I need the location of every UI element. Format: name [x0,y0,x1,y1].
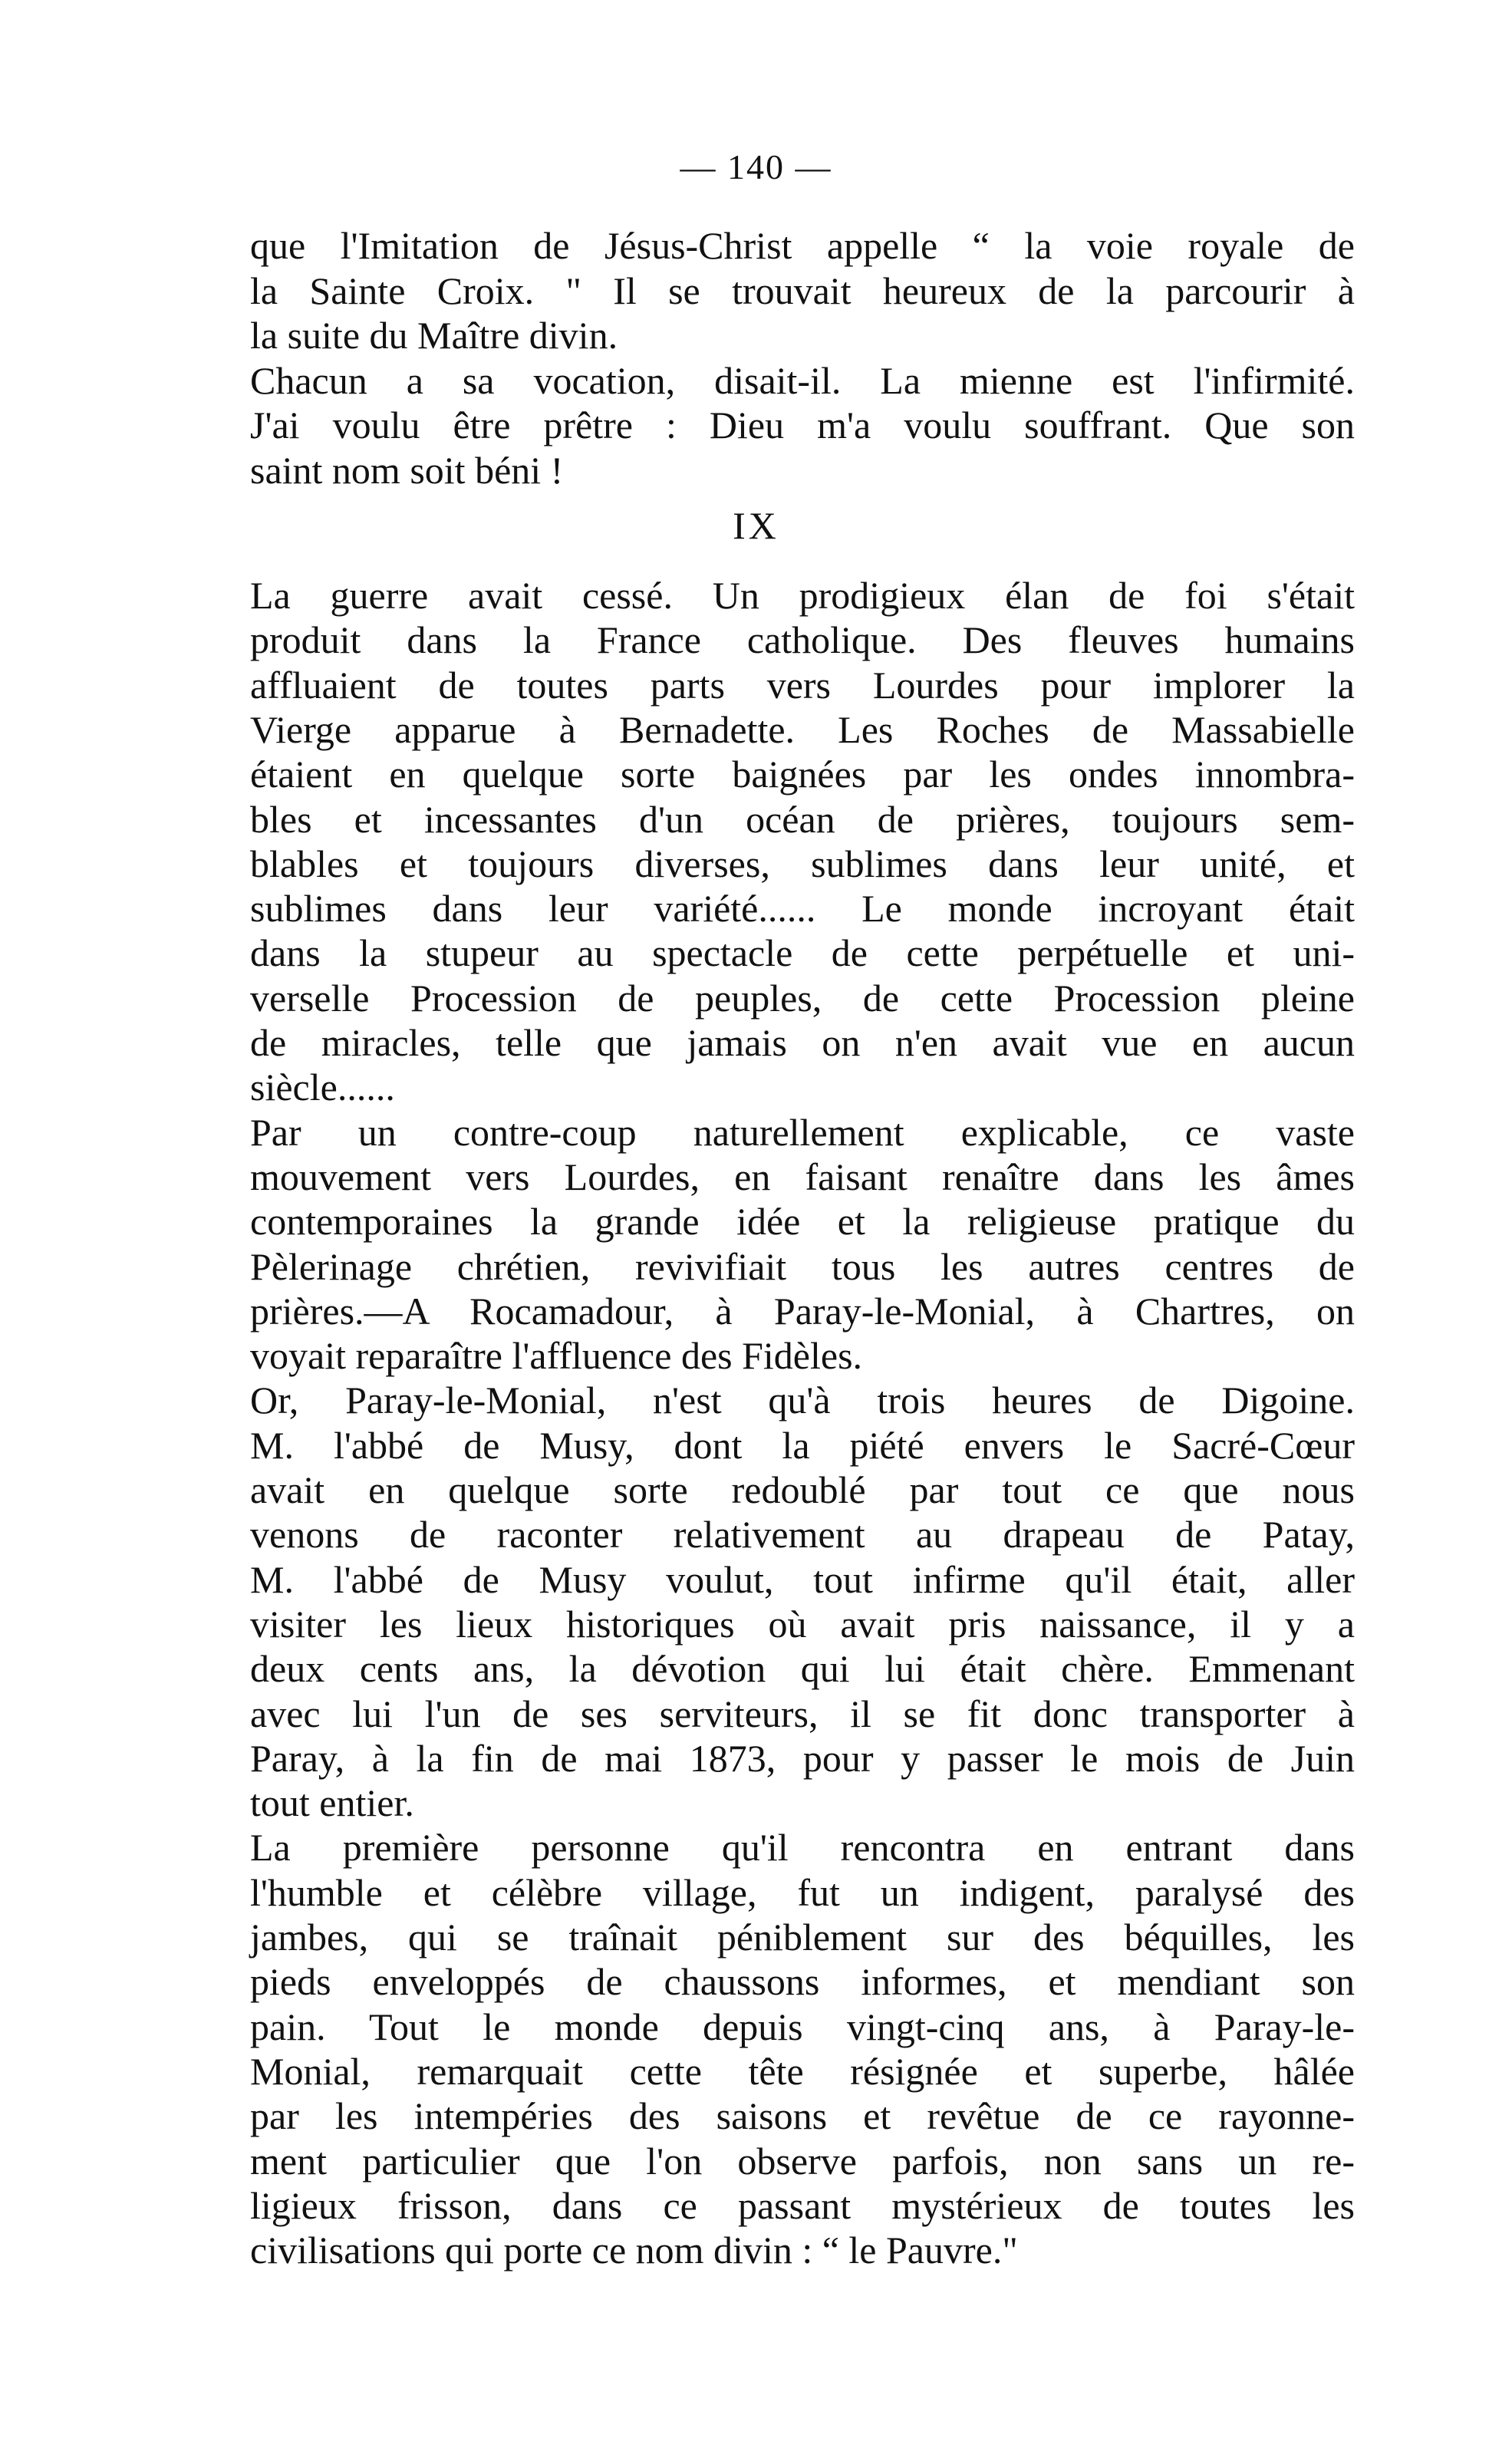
text-line: verselle Procession de peuples, de cette Procession pleine [250,976,1355,1020]
text-line: siècle...... [250,1066,395,1109]
text-line: saint nom soit béni ! [250,448,564,492]
text-line: prières.—A Rocamadour, à Paray-le-Monial, à Chartres, on [250,1289,1355,1333]
text-line: Monial, remarquait cette tête résignée et superbe, hâlée [250,2049,1355,2093]
text-line: Or, Paray-le-Monial, n'est qu'à trois heures de Digoine. [250,1379,1355,1422]
text-line: Vierge apparue à Bernadette. Les Roches de Massabielle [250,707,1355,751]
text-line: Paray, à la fin de mai 1873, pour y passer le mois de Juin [250,1736,1355,1780]
text-line: venons de raconter relativement au drapeau de Patay, [250,1513,1355,1557]
text-line: deux cents ans, la dévotion qui lui était chère. Emmenant [250,1647,1355,1691]
text-line: ligieux frisson, dans ce passant mystérieux de toutes les [250,2183,1355,2227]
text-line: pieds enveloppés de chaussons informes, et mendiant son [250,1960,1355,2004]
text-line: avait en quelque sorte redoublé par tout ce que nous [250,1468,1355,1511]
text-line: contemporaines la grande idée et la religieuse pratique du [250,1200,1355,1244]
text-line: jambes, qui se traînait péniblement sur des béquilles, les [250,1916,1355,1959]
text-line: avec lui l'un de ses serviteurs, il se fit donc transporter à [250,1692,1355,1735]
text-line: la suite du Maître divin. [250,314,618,357]
text-line: pain. Tout le monde depuis vingt-cinq ans, à Paray-le- [250,2005,1355,2048]
text-line: M. l'abbé de Musy voulut, tout infirme qu'il était, aller [250,1557,1355,1601]
text-line: mouvement vers Lourdes, en faisant renaître dans les âmes [250,1155,1355,1198]
text-line: la Sainte Croix. " Il se trouvait heureux de la parcourir à [250,269,1355,312]
text-line: Par un contre-coup naturellement explicable, ce vaste [250,1110,1355,1154]
text-line: civilisations qui porte ce nom divin : “ le Pauvre." [250,2229,1018,2272]
text-line: La première personne qu'il rencontra en entrant dans [250,1826,1355,1870]
text-line: étaient en quelque sorte baignées par les ondes innombra- [250,753,1355,796]
text-line: La guerre avait cessé. Un prodigieux élan de foi s'était [250,574,1355,617]
text-line: par les intempéries des saisons et revêtue de ce rayonne- [250,2094,1355,2138]
text-line: produit dans la France catholique. Des fleuves humains [250,618,1355,662]
text-line: voyait reparaître l'affluence des Fidèles. [250,1334,863,1378]
text-line: tout entier. [250,1781,414,1825]
text-line: bles et incessantes d'un océan de prières, toujours sem- [250,797,1355,841]
text-line: visiter les lieux historiques où avait pris naissance, il y a [250,1602,1355,1646]
text-line: Chacun a sa vocation, disait-il. La mienne est l'infirmité. [250,358,1355,402]
text-line: affluaient de toutes parts vers Lourdes pour implorer la [250,663,1355,707]
text-line: sublimes dans leur variété...... Le monde incroyant était [250,887,1355,931]
text-line: blables et toujours diverses, sublimes dans leur unité, et [250,842,1355,885]
text-line: M. l'abbé de Musy, dont la piété envers le Sacré-Cœur [250,1423,1355,1467]
text-line: dans la stupeur au spectacle de cette perpétuelle et uni- [250,931,1355,975]
section-heading: IX [733,504,779,547]
text-line: J'ai voulu être prêtre : Dieu m'a voulu souffrant. Que son [250,404,1355,446]
text-line: l'humble et célèbre village, fut un indigent, paralysé des [250,1870,1355,1914]
text-line: que l'Imitation de Jésus-Christ appelle “ la voie royale de [250,224,1355,267]
text-line: ment particulier que l'on observe parfois, non sans un re- [250,2139,1355,2183]
text-line: de miracles, telle que jamais on n'en avait vue en aucun [250,1021,1355,1064]
text-line: Pèlerinage chrétien, revivifiait tous les autres centres de [250,1244,1355,1288]
page-number: — 140 — [680,147,832,186]
